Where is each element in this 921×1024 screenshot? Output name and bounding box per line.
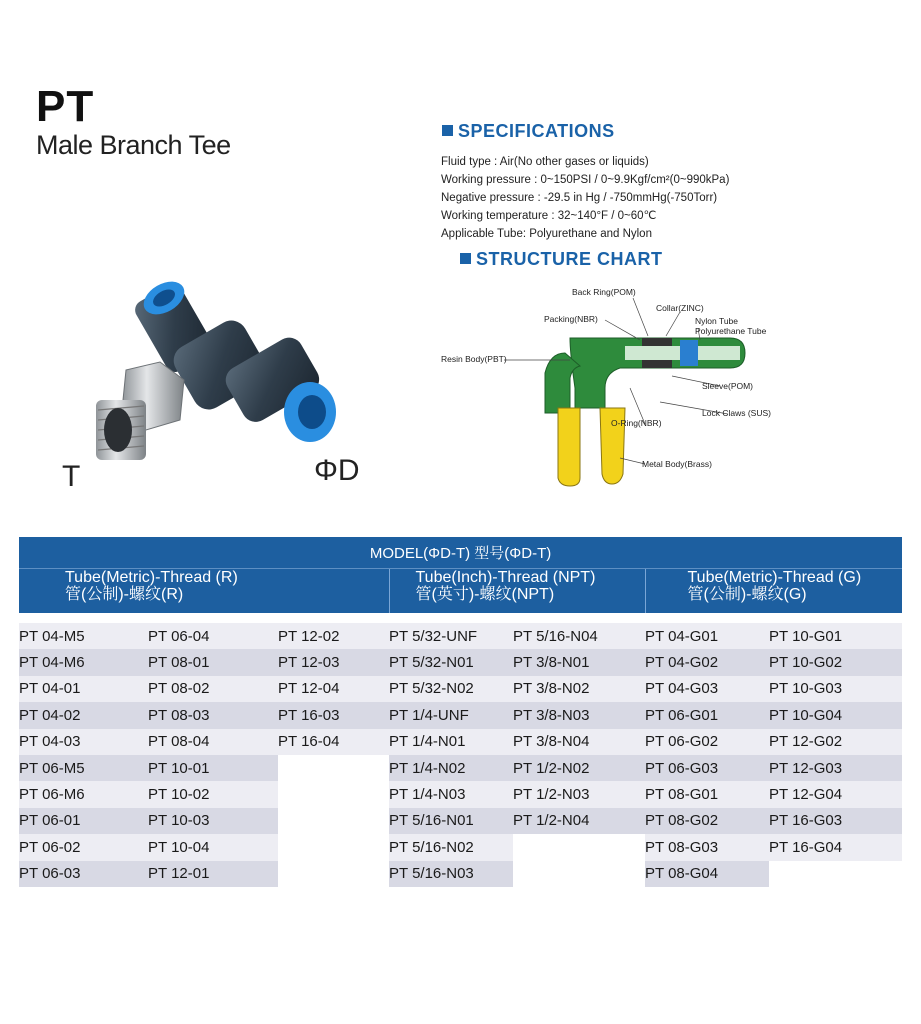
model-cell: PT 1/4-N03 xyxy=(389,781,513,807)
model-cell: PT 04-M6 xyxy=(19,649,148,675)
model-cell xyxy=(278,755,389,781)
model-cell: PT 06-03 xyxy=(19,861,148,887)
model-cell xyxy=(278,861,389,887)
spec-negative-pressure: Negative pressure : -29.5 in Hg / -750mmHg(-750Torr) xyxy=(441,192,718,204)
product-name: Male Branch Tee xyxy=(36,130,231,160)
table-row xyxy=(19,808,902,834)
model-cell: PT 04-G03 xyxy=(645,676,769,702)
structure-chart-heading xyxy=(460,249,663,270)
square-bullet-icon xyxy=(442,125,453,136)
model-cell: PT 5/16-N02 xyxy=(389,834,513,860)
model-cell xyxy=(278,781,389,807)
table-row xyxy=(19,649,902,675)
model-cell: PT 04-03 xyxy=(19,729,148,755)
model-cell: PT 08-G01 xyxy=(645,781,769,807)
structure-chart-diagram xyxy=(420,278,800,493)
model-cell: PT 3/8-N01 xyxy=(513,649,645,675)
model-table-body xyxy=(19,623,902,887)
model-cell: PT 10-02 xyxy=(148,781,278,807)
model-cell: PT 16-04 xyxy=(278,729,389,755)
label-nylon-tube: Nylon Tube xyxy=(695,316,738,326)
structure-chart-title: STRUCTURE CHART xyxy=(476,249,663,269)
model-cell xyxy=(278,808,389,834)
model-cell: PT 06-G01 xyxy=(645,702,769,728)
model-table xyxy=(19,537,902,887)
label-o-ring: O-Ring(NBR) xyxy=(611,418,662,428)
model-cell: PT 08-02 xyxy=(148,676,278,702)
male-branch-tee-illustration xyxy=(60,270,360,470)
table-row xyxy=(19,781,902,807)
group-header-metric-r xyxy=(19,569,389,614)
model-cell: PT 5/32-N02 xyxy=(389,676,513,702)
header-spacer xyxy=(19,613,902,623)
model-cell: PT 12-04 xyxy=(278,676,389,702)
table-row xyxy=(19,729,902,755)
group-header-line: 管(公制)-螺纹(R) xyxy=(65,586,184,603)
label-resin-body: Resin Body(PBT) xyxy=(441,354,507,364)
model-cell: PT 06-04 xyxy=(148,623,278,649)
model-cell: PT 3/8-N02 xyxy=(513,676,645,702)
model-cell: PT 06-01 xyxy=(19,808,148,834)
group-header-inch-npt xyxy=(389,569,645,614)
model-cell: PT 16-G03 xyxy=(769,808,902,834)
spec-working-temperature: Working temperature : 32~140°F / 0~60℃ xyxy=(441,210,657,222)
model-cell: PT 12-01 xyxy=(148,861,278,887)
model-cell: PT 06-G03 xyxy=(645,755,769,781)
model-cell: PT 5/16-N04 xyxy=(513,623,645,649)
model-cell: PT 04-02 xyxy=(19,702,148,728)
model-cell: PT 5/32-UNF xyxy=(389,623,513,649)
label-packing: Packing(NBR) xyxy=(544,314,598,324)
model-cell: PT 5/16-N01 xyxy=(389,808,513,834)
tube-diameter-label: ΦD xyxy=(314,454,360,487)
model-cell: PT 06-02 xyxy=(19,834,148,860)
model-cell: PT 1/4-N02 xyxy=(389,755,513,781)
model-cell: PT 1/4-UNF xyxy=(389,702,513,728)
model-cell: PT 04-G01 xyxy=(645,623,769,649)
group-header-line: 管(英寸)-螺纹(NPT) xyxy=(415,586,555,603)
label-collar: Collar(ZINC) xyxy=(656,303,704,313)
model-cell: PT 12-02 xyxy=(278,623,389,649)
label-back-ring: Back Ring(POM) xyxy=(572,287,636,297)
table-row xyxy=(19,755,902,781)
model-cell: PT 10-03 xyxy=(148,808,278,834)
product-code: PT xyxy=(36,82,95,131)
model-cell: PT 10-01 xyxy=(148,755,278,781)
label-polyurethane-tube: Polyurethane Tube xyxy=(695,326,767,336)
model-cell: PT 08-G02 xyxy=(645,808,769,834)
model-cell: PT 10-G03 xyxy=(769,676,902,702)
model-cell: PT 1/4-N01 xyxy=(389,729,513,755)
square-bullet-icon xyxy=(460,253,471,264)
group-header-line: Tube(Metric)-Thread (G) xyxy=(687,569,862,586)
model-cell: PT 5/16-N03 xyxy=(389,861,513,887)
spec-working-pressure: Working pressure : 0~150PSI / 0~9.9Kgf/cm²(0~990kPa) xyxy=(441,174,730,186)
model-cell: PT 04-M5 xyxy=(19,623,148,649)
model-cell: PT 1/2-N04 xyxy=(513,808,645,834)
spec-fluid-type: Fluid type : Air(No other gases or liquids) xyxy=(441,156,649,168)
group-header-metric-g xyxy=(645,569,902,614)
group-header-line: Tube(Metric)-Thread (R) xyxy=(65,569,238,586)
model-cell: PT 5/32-N01 xyxy=(389,649,513,675)
model-cell: PT 10-G01 xyxy=(769,623,902,649)
model-cell: PT 10-04 xyxy=(148,834,278,860)
model-cell: PT 08-04 xyxy=(148,729,278,755)
label-metal-body: Metal Body(Brass) xyxy=(642,459,712,469)
label-sleeve: Sleeve(POM) xyxy=(702,381,754,391)
table-row xyxy=(19,834,902,860)
spec-applicable-tube: Applicable Tube: Polyurethane and Nylon xyxy=(441,228,652,240)
model-cell: PT 06-M6 xyxy=(19,781,148,807)
model-cell: PT 04-G02 xyxy=(645,649,769,675)
model-cell: PT 12-G02 xyxy=(769,729,902,755)
table-row xyxy=(19,623,902,649)
thread-label: T xyxy=(62,460,81,493)
specifications-list xyxy=(441,153,729,243)
model-cell: PT 06-M5 xyxy=(19,755,148,781)
model-cell xyxy=(278,834,389,860)
model-cell: PT 12-G04 xyxy=(769,781,902,807)
model-cell: PT 12-03 xyxy=(278,649,389,675)
table-row xyxy=(19,861,902,887)
model-cell: PT 06-G02 xyxy=(645,729,769,755)
model-cell: PT 08-G04 xyxy=(645,861,769,887)
table-row xyxy=(19,702,902,728)
model-header: MODEL(ΦD-T) 型号(ΦD-T) xyxy=(19,537,902,569)
label-lock-claws: Lock Claws (SUS) xyxy=(702,408,771,418)
model-cell xyxy=(769,861,902,887)
model-cell: PT 1/2-N03 xyxy=(513,781,645,807)
model-cell: PT 08-01 xyxy=(148,649,278,675)
model-cell: PT 3/8-N03 xyxy=(513,702,645,728)
model-cell: PT 08-G03 xyxy=(645,834,769,860)
model-cell: PT 12-G03 xyxy=(769,755,902,781)
model-cell: PT 16-G04 xyxy=(769,834,902,860)
model-cell: PT 10-G04 xyxy=(769,702,902,728)
specifications-title: SPECIFICATIONS xyxy=(458,121,615,141)
specifications-heading xyxy=(442,121,615,142)
model-cell: PT 04-01 xyxy=(19,676,148,702)
table-row xyxy=(19,676,902,702)
group-header-line: 管(公制)-螺纹(G) xyxy=(687,586,807,603)
model-cell: PT 16-03 xyxy=(278,702,389,728)
model-cell: PT 10-G02 xyxy=(769,649,902,675)
model-cell: PT 3/8-N04 xyxy=(513,729,645,755)
model-cell: PT 1/2-N02 xyxy=(513,755,645,781)
model-cell xyxy=(513,834,645,860)
model-cell: PT 08-03 xyxy=(148,702,278,728)
model-cell xyxy=(513,861,645,887)
group-header-line: Tube(Inch)-Thread (NPT) xyxy=(415,569,596,586)
